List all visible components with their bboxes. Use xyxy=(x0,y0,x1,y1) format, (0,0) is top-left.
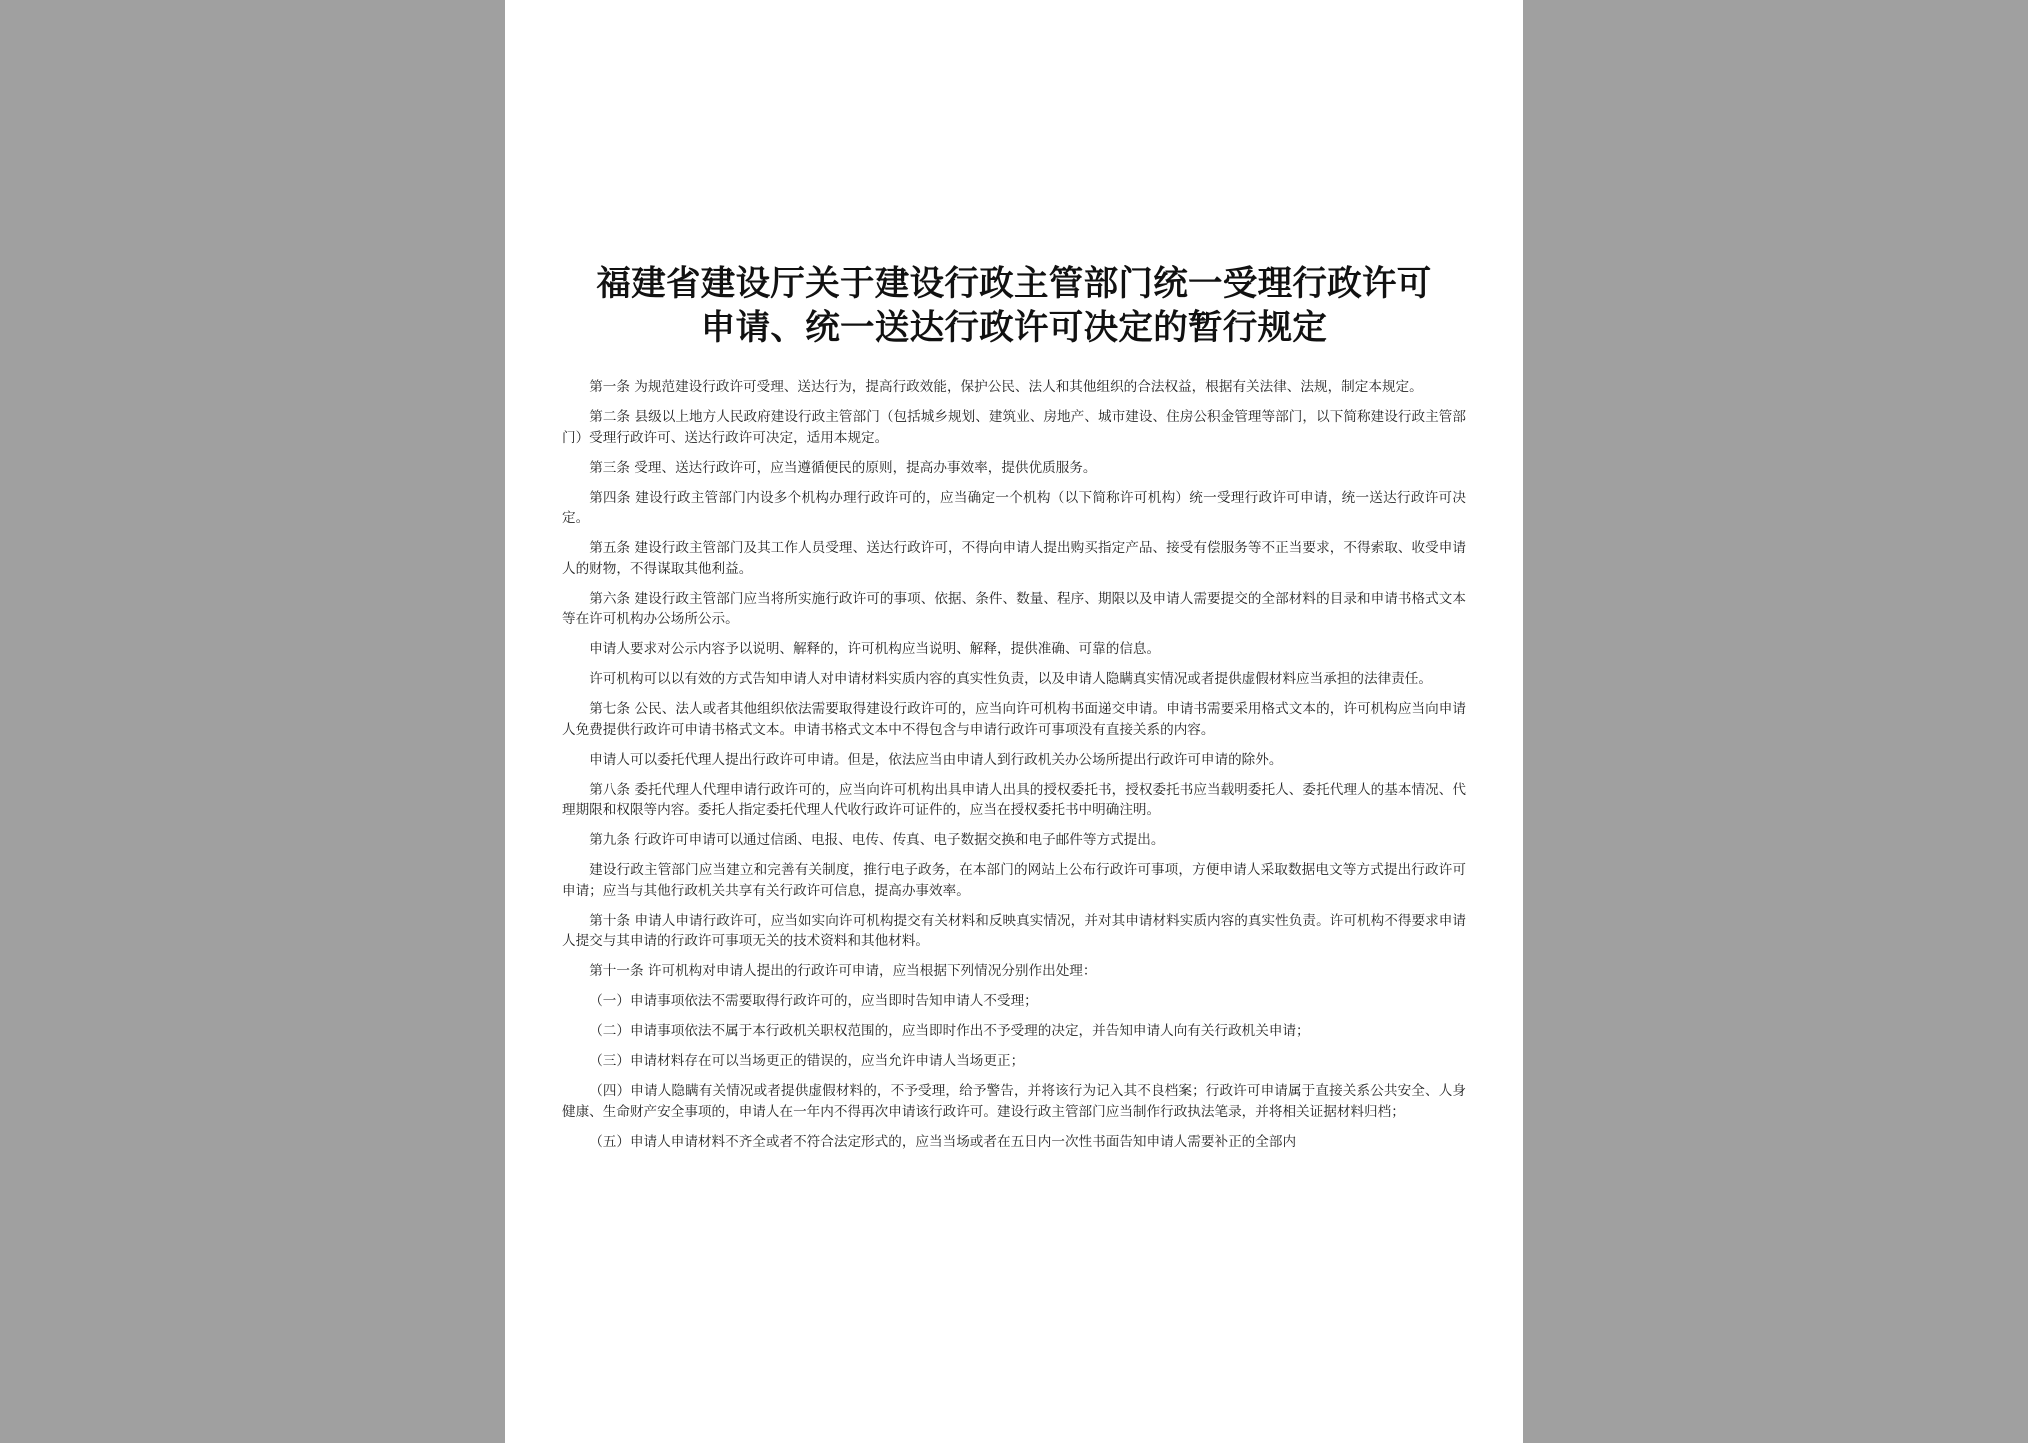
paragraph-item-4: （四）申请人隐瞒有关情况或者提供虚假材料的，不予受理，给予警告，并将该行为记入其不良档案；行政许可申请属于直接关系公共安全、人身健康、生命财产安全事项的，申请人在一年内不得再次申请该行政许可。建设行政主管部门应当制作行政执法笔录，并将相关证据材料归档； xyxy=(562,1083,1466,1120)
paragraph-article-10: 第十条 申请人申请行政许可，应当如实向许可机构提交有关材料和反映真实情况，并对其申请材料实质内容的真实性负责。许可机构不得要求申请人提交与其申请的行政许可事项无关的技术资料和其他材料。 xyxy=(562,912,1466,949)
paragraph-article-4: 第四条 建设行政主管部门内设多个机构办理行政许可的，应当确定一个机构（以下简称许可机构）统一受理行政许可申请，统一送达行政许可决定。 xyxy=(562,489,1466,526)
document-page xyxy=(505,0,1523,1443)
paragraph-item-1: （一）申请事项依法不需要取得行政许可的，应当即时告知申请人不受理； xyxy=(589,993,1038,1009)
paragraph-article-1: 第一条 为规范建设行政许可受理、送达行为，提高行政效能，保护公民、法人和其他组织的合法权益，根据有关法律、法规，制定本规定。 xyxy=(589,379,1423,395)
paragraph-article-2: 第二条 县级以上地方人民政府建设行政主管部门（包括城乡规划、建筑业、房地产、城市建设、住房公积金管理等部门，以下简称建设行政主管部门）受理行政许可、送达行政许可决定，适用本规定。 xyxy=(562,409,1466,446)
paragraph-article-9-clause-2: 建设行政主管部门应当建立和完善有关制度，推行电子政务，在本部门的网站上公布行政许可事项，方便申请人采取数据电文等方式提出行政许可申请；应当与其他行政机关共享有关行政许可信息，提高办事效率。 xyxy=(562,862,1466,899)
paragraph-article-5: 第五条 建设行政主管部门及其工作人员受理、送达行政许可，不得向申请人提出购买指定产品、接受有偿服务等不正当要求，不得索取、收受申请人的财物，不得谋取其他利益。 xyxy=(562,540,1466,577)
title-line-2: 申请、统一送达行政许可决定的暂行规定 xyxy=(700,308,1328,348)
paragraph-article-8: 第八条 委托代理人代理申请行政许可的，应当向许可机构出具申请人出具的授权委托书，授权委托书应当载明委托人、委托代理人的基本情况、代理期限和权限等内容。委托人指定委托代理人代收行政许可证件的，应当在授权委托书中明确注明。 xyxy=(562,781,1466,818)
paragraph-article-3: 第三条 受理、送达行政许可，应当遵循便民的原则，提高办事效率，提供优质服务。 xyxy=(589,459,1097,476)
paragraph-article-7-clause-2: 申请人可以委托代理人提出行政许可申请。但是，依法应当由申请人到行政机关办公场所提出行政许可申请的除外。 xyxy=(589,751,1283,768)
paragraph-article-6-clause-2: 申请人要求对公示内容予以说明、解释的，许可机构应当说明、解释，提供准确、可靠的信息。 xyxy=(589,641,1161,657)
paragraph-article-6: 第六条 建设行政主管部门应当将所实施行政许可的事项、依据、条件、数量、程序、期限以及申请人需要提交的全部材料的目录和申请书格式文本等在许可机构办公场所公示。 xyxy=(562,590,1466,627)
document-body xyxy=(562,377,1466,1152)
paragraph-article-11: 第十一条 许可机构对申请人提出的行政许可申请，应当根据下列情况分别作出处理： xyxy=(589,963,1097,979)
paragraph-item-3: （三）申请材料存在可以当场更正的错误的，应当允许申请人当场更正； xyxy=(589,1053,1025,1069)
document-title xyxy=(562,262,1466,350)
paragraph-article-6-clause-3: 许可机构可以以有效的方式告知申请人对申请材料实质内容的真实性负责，以及申请人隐瞒真实情况或者提供虚假材料应当承担的法律责任。 xyxy=(589,671,1432,687)
paragraph-item-5: （五）申请人申请材料不齐全或者不符合法定形式的，应当当场或者在五日内一次性书面告知申请人需要补正的全部内 xyxy=(589,1133,1297,1150)
title-line-1: 福建省建设厅关于建设行政主管部门统一受理行政许可 xyxy=(596,264,1432,304)
paragraph-item-2: （二）申请事项依法不属于本行政机关职权范围的，应当即时作出不予受理的决定，并告知申请人向有关行政机关申请； xyxy=(589,1023,1310,1039)
paragraph-article-9: 第九条 行政许可申请可以通过信函、电报、电传、传真、电子数据交换和电子邮件等方式提出。 xyxy=(589,832,1165,848)
paragraph-article-7: 第七条 公民、法人或者其他组织依法需要取得建设行政许可的，应当向许可机构书面递交申请。申请书需要采用格式文本的，许可机构应当向申请人免费提供行政许可申请书格式文本。申请书格式文本中不得包含与申请行政许可事项没有直接关系的内容。 xyxy=(562,701,1466,738)
